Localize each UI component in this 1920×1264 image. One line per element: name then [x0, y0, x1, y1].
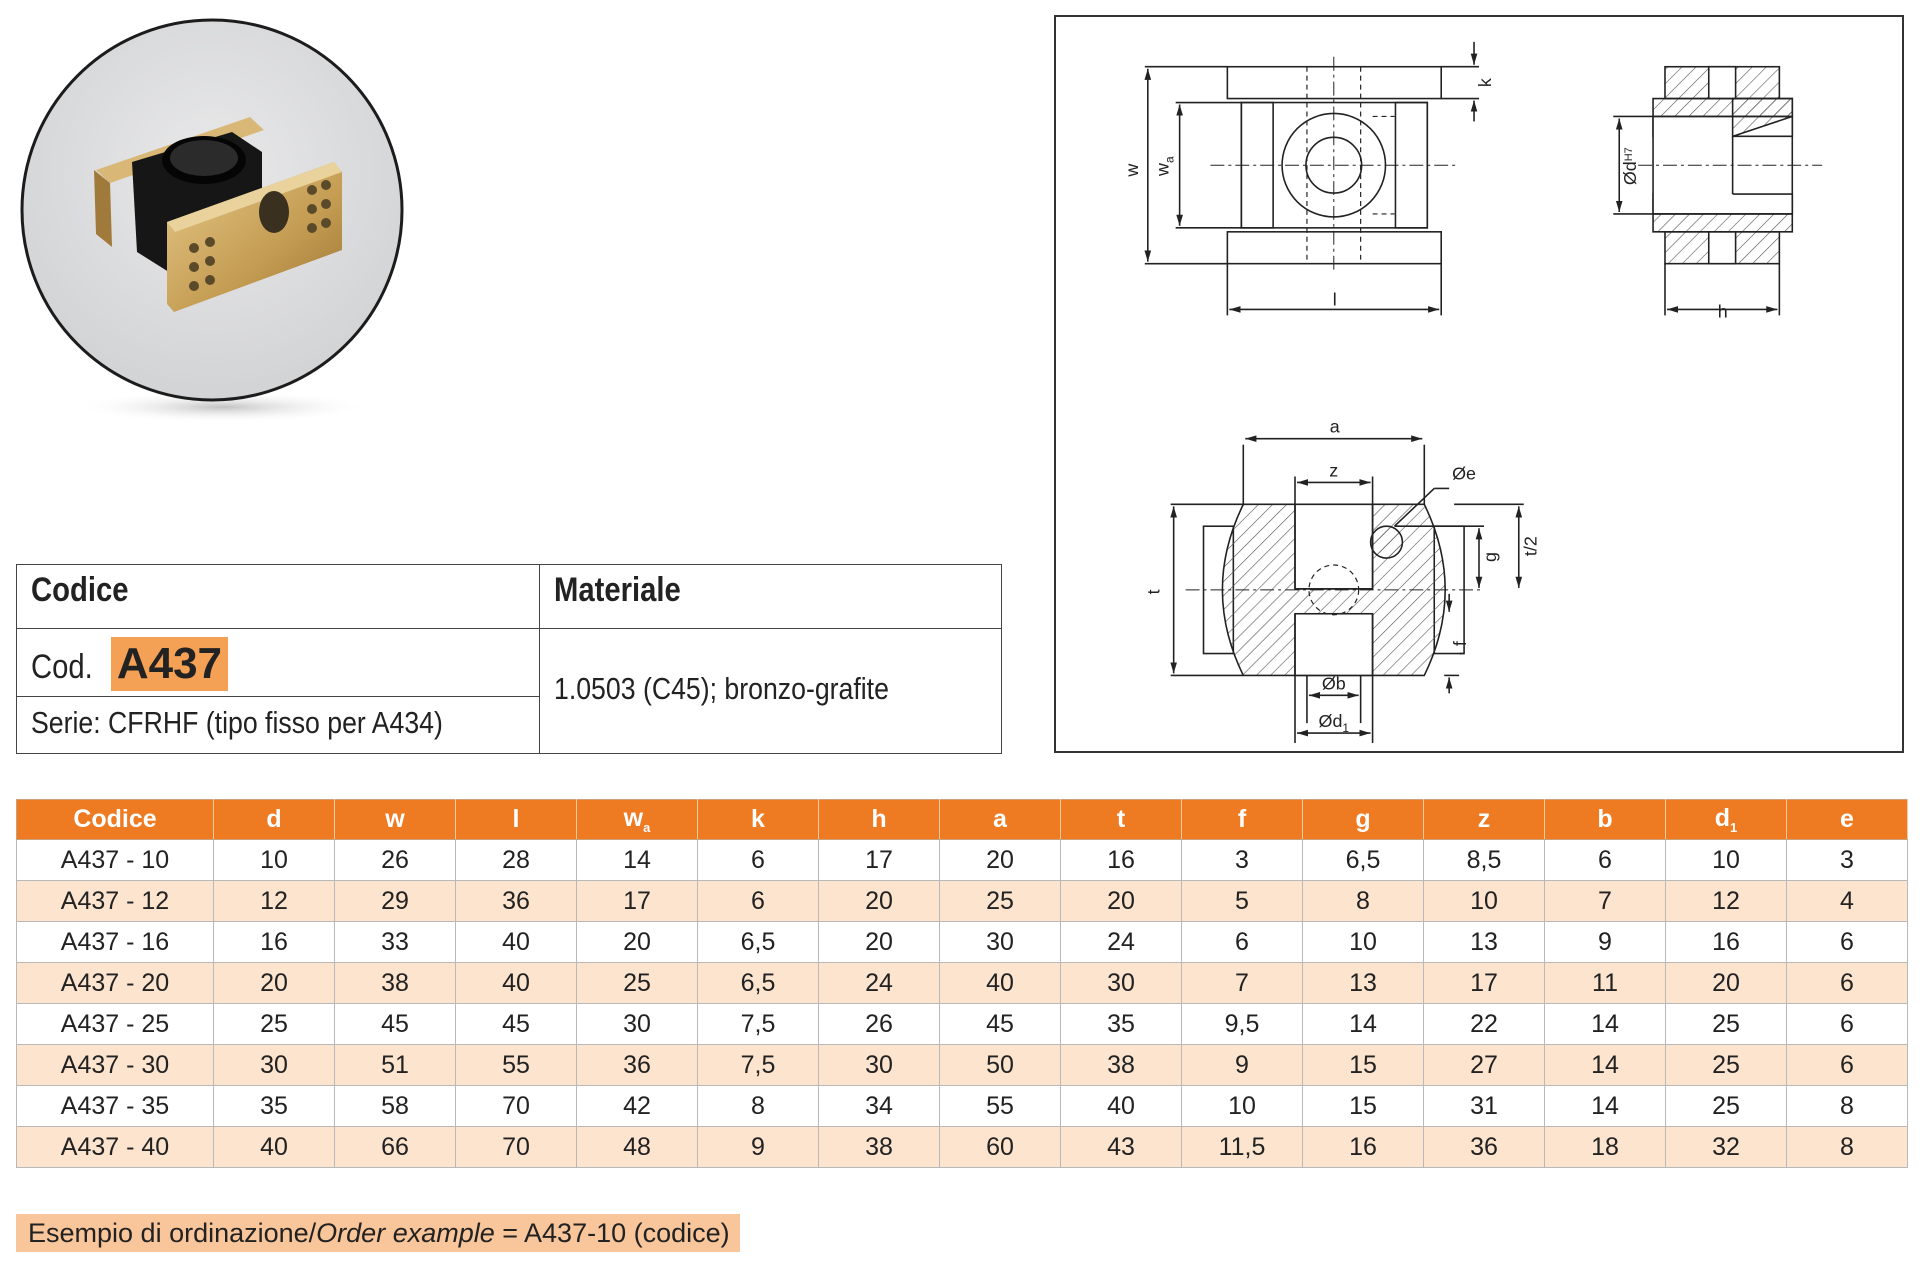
table-cell: 36 — [577, 1045, 698, 1086]
table-cell: 29 — [335, 881, 456, 922]
table-cell: 4 — [1787, 881, 1908, 922]
table-cell: 36 — [456, 881, 577, 922]
row-code-cell: A437 - 20 — [17, 963, 214, 1004]
table-cell: 14 — [1545, 1004, 1666, 1045]
table-cell: 10 — [1666, 840, 1787, 881]
column-header — [335, 800, 456, 840]
table-row — [17, 922, 1908, 963]
column-header-label: t — [1116, 805, 1126, 833]
table-cell: 9,5 — [1182, 1004, 1303, 1045]
label-t2: t/2 — [1520, 536, 1541, 557]
info-box — [16, 564, 1002, 754]
label-k: k — [1474, 78, 1495, 88]
label-f: f — [1450, 641, 1471, 647]
column-header — [1787, 800, 1908, 840]
table-cell: 13 — [1303, 963, 1424, 1004]
materiale-cell — [540, 629, 1001, 753]
table-cell: 45 — [456, 1004, 577, 1045]
table-cell: 55 — [456, 1045, 577, 1086]
table-cell: 8 — [1787, 1086, 1908, 1127]
column-header — [456, 800, 577, 840]
table-cell: 16 — [1061, 840, 1182, 881]
table-cell: 12 — [1666, 881, 1787, 922]
table-row — [17, 1004, 1908, 1045]
column-header — [17, 800, 214, 840]
table-cell: 8 — [1303, 881, 1424, 922]
materiale-header-cell — [540, 565, 1001, 629]
table-cell: 16 — [214, 922, 335, 963]
order-italic: Order example — [316, 1218, 495, 1248]
table-cell: 11 — [1545, 963, 1666, 1004]
table-cell: 10 — [1303, 922, 1424, 963]
table-cell: 40 — [456, 963, 577, 1004]
table-cell: 50 — [940, 1045, 1061, 1086]
table-cell: 20 — [819, 922, 940, 963]
row-code-cell: A437 - 30 — [17, 1045, 214, 1086]
column-header-label: k — [751, 805, 765, 833]
column-header — [1303, 800, 1424, 840]
table-cell: 14 — [1545, 1045, 1666, 1086]
row-code-cell: A437 - 16 — [17, 922, 214, 963]
row-code-cell: A437 - 10 — [17, 840, 214, 881]
table-cell: 60 — [940, 1127, 1061, 1168]
table-cell: 30 — [1061, 963, 1182, 1004]
column-header — [1666, 800, 1787, 840]
table-cell: 42 — [577, 1086, 698, 1127]
column-header — [1061, 800, 1182, 840]
technical-drawing — [1054, 15, 1904, 753]
table-cell: 10 — [1424, 881, 1545, 922]
table-cell: 34 — [819, 1086, 940, 1127]
table-cell: 18 — [1545, 1127, 1666, 1168]
table-cell: 10 — [1182, 1086, 1303, 1127]
serie-text: Serie: CFRHF (tipo fisso per A434) — [31, 705, 443, 740]
table-row — [17, 1127, 1908, 1168]
table-cell: 15 — [1303, 1045, 1424, 1086]
column-header-subscript: 1 — [1730, 820, 1738, 835]
table-cell: 70 — [456, 1127, 577, 1168]
table-cell: 28 — [456, 840, 577, 881]
table-cell: 30 — [214, 1045, 335, 1086]
column-header-label: g — [1355, 805, 1371, 833]
cod-prefix: Cod. — [31, 648, 93, 686]
table-cell: 40 — [456, 922, 577, 963]
table-cell: 70 — [456, 1086, 577, 1127]
table-cell: 6,5 — [1303, 840, 1424, 881]
table-cell: 66 — [335, 1127, 456, 1168]
label-g: g — [1479, 552, 1500, 563]
column-header-label: z — [1477, 805, 1491, 833]
codice-header-cell — [17, 565, 540, 629]
table-cell: 51 — [335, 1045, 456, 1086]
table-cell: 6 — [1787, 922, 1908, 963]
column-header-label: l — [512, 805, 520, 833]
table-cell: 38 — [819, 1127, 940, 1168]
table-cell: 6 — [1182, 922, 1303, 963]
product-photo — [12, 12, 412, 432]
table-cell: 25 — [1666, 1045, 1787, 1086]
label-h: h — [1717, 301, 1728, 322]
table-cell: 13 — [1424, 922, 1545, 963]
table-cell: 24 — [1061, 922, 1182, 963]
row-code-cell: A437 - 25 — [17, 1004, 214, 1045]
table-cell: 24 — [819, 963, 940, 1004]
table-cell: 17 — [577, 881, 698, 922]
table-cell: 6,5 — [698, 963, 819, 1004]
row-code-cell: A437 - 40 — [17, 1127, 214, 1168]
column-header-label: w — [385, 805, 405, 833]
table-cell: 5 — [1182, 881, 1303, 922]
column-header-label: b — [1597, 805, 1613, 833]
label-e: Øe — [1452, 463, 1477, 484]
table-cell: 40 — [1061, 1086, 1182, 1127]
table-cell: 30 — [940, 922, 1061, 963]
table-cell: 26 — [819, 1004, 940, 1045]
label-b: Øb — [1321, 673, 1346, 694]
column-header — [577, 800, 698, 840]
label-wa: $w_a$ — [1152, 156, 1177, 176]
table-cell: 8 — [1787, 1127, 1908, 1168]
table-cell: 20 — [214, 963, 335, 1004]
table-row — [17, 1086, 1908, 1127]
column-header — [1424, 800, 1545, 840]
column-header-label: w — [623, 804, 644, 832]
table-cell: 36 — [1424, 1127, 1545, 1168]
table-cell: 3 — [1787, 840, 1908, 881]
table-cell: 55 — [940, 1086, 1061, 1127]
table-cell: 20 — [1061, 881, 1182, 922]
table-cell: 35 — [1061, 1004, 1182, 1045]
table-cell: 33 — [335, 922, 456, 963]
table-cell: 16 — [1303, 1127, 1424, 1168]
table-cell: 11,5 — [1182, 1127, 1303, 1168]
table-cell: 7 — [1545, 881, 1666, 922]
table-cell: 14 — [1545, 1086, 1666, 1127]
table-row — [17, 881, 1908, 922]
table-cell: 17 — [819, 840, 940, 881]
column-header-label: d — [266, 805, 282, 833]
table-cell: 7 — [1182, 963, 1303, 1004]
label-z: z — [1329, 460, 1339, 481]
table-cell: 17 — [1424, 963, 1545, 1004]
table-cell: 40 — [940, 963, 1061, 1004]
code-cell — [17, 629, 540, 697]
table-cell: 9 — [698, 1127, 819, 1168]
table-cell: 30 — [577, 1004, 698, 1045]
table-row — [17, 1045, 1908, 1086]
serie-cell — [17, 697, 540, 753]
label-w: w — [1121, 163, 1142, 177]
table-cell: 45 — [335, 1004, 456, 1045]
table-body — [17, 840, 1908, 1168]
column-header — [819, 800, 940, 840]
order-suffix: = A437-10 (codice) — [494, 1218, 730, 1248]
table-cell: 6,5 — [698, 922, 819, 963]
table-cell: 8 — [698, 1086, 819, 1127]
table-row — [17, 840, 1908, 881]
table-cell: 45 — [940, 1004, 1061, 1045]
column-header-label: e — [1840, 805, 1854, 833]
table-cell: 43 — [1061, 1127, 1182, 1168]
table-cell: 26 — [335, 840, 456, 881]
column-header-label: f — [1237, 805, 1247, 833]
materiale-header: Materiale — [554, 571, 681, 609]
table-cell: 6 — [1787, 1045, 1908, 1086]
table-header-row — [17, 800, 1908, 840]
order-example — [16, 1214, 740, 1252]
table-cell: 25 — [940, 881, 1061, 922]
column-header — [940, 800, 1061, 840]
table-cell: 7,5 — [698, 1045, 819, 1086]
table-cell: 38 — [1061, 1045, 1182, 1086]
table-cell: 12 — [214, 881, 335, 922]
row-code-cell: A437 - 12 — [17, 881, 214, 922]
table-cell: 14 — [577, 840, 698, 881]
table-cell: 35 — [214, 1086, 335, 1127]
table-cell: 8,5 — [1424, 840, 1545, 881]
column-header — [214, 800, 335, 840]
table-cell: 30 — [819, 1045, 940, 1086]
column-header — [1545, 800, 1666, 840]
table-cell: 20 — [940, 840, 1061, 881]
table-cell: 7,5 — [698, 1004, 819, 1045]
label-d1: $Ød_1$ — [1318, 711, 1350, 736]
label-a: a — [1329, 416, 1340, 437]
table-cell: 20 — [577, 922, 698, 963]
column-header-label: Codice — [73, 805, 157, 833]
table-cell: 31 — [1424, 1086, 1545, 1127]
table-cell: 6 — [1545, 840, 1666, 881]
codice-header: Codice — [31, 571, 129, 609]
table-cell: 25 — [214, 1004, 335, 1045]
materiale-text: 1.0503 (C45); bronzo-grafite — [554, 671, 889, 706]
table-cell: 15 — [1303, 1086, 1424, 1127]
column-header-label: h — [871, 805, 887, 833]
table-cell: 25 — [577, 963, 698, 1004]
label-l: l — [1332, 289, 1337, 310]
label-d: $Ød^{H7}$ — [1620, 147, 1641, 186]
table-cell: 9 — [1182, 1045, 1303, 1086]
table-cell: 6 — [698, 840, 819, 881]
column-header-subscript: a — [643, 820, 651, 835]
column-header — [698, 800, 819, 840]
table-cell: 27 — [1424, 1045, 1545, 1086]
dimensions-table — [16, 799, 1908, 1168]
column-header-label: a — [993, 805, 1007, 833]
table-row — [17, 963, 1908, 1004]
table-cell: 6 — [1787, 1004, 1908, 1045]
table-cell: 58 — [335, 1086, 456, 1127]
table-cell: 38 — [335, 963, 456, 1004]
table-cell: 6 — [1787, 963, 1908, 1004]
table-cell: 20 — [819, 881, 940, 922]
table-cell: 14 — [1303, 1004, 1424, 1045]
table-cell: 6 — [698, 881, 819, 922]
table-cell: 48 — [577, 1127, 698, 1168]
row-code-cell: A437 - 35 — [17, 1086, 214, 1127]
table-cell: 32 — [1666, 1127, 1787, 1168]
table-cell: 16 — [1666, 922, 1787, 963]
column-header-label: d — [1714, 804, 1731, 832]
table-cell: 10 — [214, 840, 335, 881]
drawing-canvas — [1056, 17, 1902, 751]
table-cell: 40 — [214, 1127, 335, 1168]
order-prefix: Esempio di ordinazione/ — [28, 1218, 317, 1248]
label-t: t — [1143, 589, 1164, 595]
table-cell: 3 — [1182, 840, 1303, 881]
table-cell: 9 — [1545, 922, 1666, 963]
table-cell: 25 — [1666, 1086, 1787, 1127]
code-badge: A437 — [111, 637, 228, 691]
column-header — [1182, 800, 1303, 840]
table-cell: 25 — [1666, 1004, 1787, 1045]
table-cell: 22 — [1424, 1004, 1545, 1045]
table-cell: 20 — [1666, 963, 1787, 1004]
